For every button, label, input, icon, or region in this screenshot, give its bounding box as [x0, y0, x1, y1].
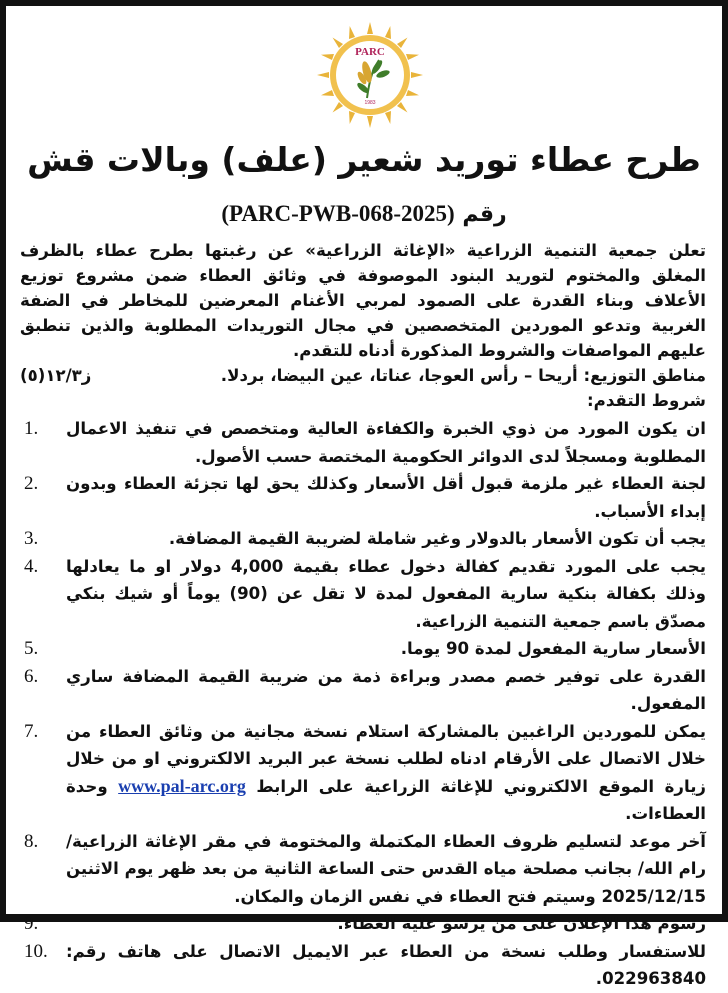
condition-item — [20, 938, 706, 993]
condition-number: 3. — [24, 528, 39, 549]
sun-emblem-icon — [317, 22, 423, 128]
condition-item — [20, 663, 706, 718]
ad-code: ز١٢/٣(٥) — [20, 366, 92, 385]
condition-number: 6. — [24, 665, 39, 687]
intro-paragraph: تعلن جمعية التنمية الزراعية «الإغاثة الزراعية» عن رغبتها بطرح عطاء بالظرف المغلق والمختوم لتوريد البنود الموصوفة في وثائق العطاء ضمن مشروع توزيع الأعلاف وبناء القدرة على الصمود لمربي الأغنام المعرضين للمخاطر في الضفة الغربية وتدعو الموردين المتخصصين في مجال التوريدات المطلوبة والذين تنطبق عليهم المواصفات والشروط المذكورة أدناه للتقدم. — [20, 241, 706, 360]
condition-text: رسوم هذا الإعلان على من يرسو عليه العطاء. — [337, 914, 706, 933]
reference-label: رقم — [462, 202, 507, 227]
condition-text: يجب أن تكون الأسعار بالدولار وغير شاملة لضريبة القيمة المضافة. — [168, 529, 706, 548]
website-link[interactable]: www.pal-arc.org — [118, 775, 246, 796]
condition-text: الأسعار سارية المفعول لمدة 90 يوما. — [400, 639, 706, 658]
condition-text: ان يكون المورد من ذوي الخبرة والكفاءة العالية ومتخصص في تنفيذ الاعمال المطلوبة ومسجلاً لدى الدوائر الحكومية المختصة حسب الأصول. — [66, 419, 706, 466]
conditions-heading: شروط التقدم: — [587, 391, 706, 410]
condition-number: 1. — [24, 418, 39, 439]
condition-item — [20, 470, 706, 525]
condition-number: 8. — [24, 830, 39, 852]
conditions-list — [20, 415, 706, 993]
svg-text:PARC: PARC — [355, 46, 385, 58]
condition-item — [20, 828, 706, 911]
condition-item — [20, 525, 706, 553]
condition-item — [20, 718, 706, 828]
condition-number: 7. — [24, 720, 39, 742]
condition-number: 4. — [24, 555, 39, 577]
notice-body — [20, 238, 706, 993]
tender-reference — [6, 201, 722, 227]
condition-number: 2. — [24, 473, 39, 494]
condition-text: القدرة على توفير خصم مصدر وبراءة ذمة من ضريبة القيمة المضافة ساري المفعول. — [66, 666, 706, 713]
reference-code: (PARC-PWB-068-2025) — [221, 201, 455, 226]
distribution-regions: مناطق التوزيع: أريحا – رأس العوجا، عناتا، عين البيضا، بردلا. — [220, 366, 706, 385]
parc-logo — [317, 22, 423, 128]
condition-number: 10. — [24, 940, 48, 962]
condition-text-before: يمكن للموردين الراغبين بالمشاركة استلام نسخة مجانية من وثائق العطاء من خلال الاتصال على الأرقام ادناه لطلب نسخة عبر البريد الالكتروني او من خلال زيارة الموقع الالكتروني للإغاثة الزراعية على الرابط — [66, 721, 706, 796]
condition-item — [20, 415, 706, 470]
distribution-regions-row — [20, 363, 706, 388]
condition-item — [20, 635, 706, 663]
condition-text — [66, 718, 706, 828]
condition-text: يجب على المورد تقديم كفالة دخول عطاء بقيمة 4,000 دولار او ما يعادلها وذلك بكفالة بنكية سارية المفعول لمدة لا تقل عن (90) يوماً أو شيك بنكي مصدّق باسم جمعية التنمية الزراعية. — [66, 556, 707, 631]
tender-title: طرح عطاء توريد شعير (علف) وبالات قش — [27, 140, 701, 179]
condition-item — [20, 553, 706, 636]
condition-text: آخر موعد لتسليم ظروف العطاء المكتملة والمختومة في مقر الإغاثة الزراعية/ رام الله/ بجانب مصلحة مياه القدس حتى الساعة الثانية من بعد ظهر يوم الاثنين 2025/12/15 وسيتم فتح العطاء في نفس الزمان والمكان. — [66, 831, 706, 906]
condition-text: للاستفسار وطلب نسخة من العطاء عبر الايميل الاتصال على هاتف رقم: 022963840. — [66, 941, 706, 988]
svg-text:1983: 1983 — [364, 100, 376, 106]
condition-number: 5. — [24, 638, 39, 659]
condition-text: لجنة العطاء غير ملزمة قبول أقل الأسعار وكذلك يحق لها تجزئة العطاء وبدون إبداء الأسباب. — [66, 474, 706, 521]
condition-number: 9. — [24, 913, 39, 934]
condition-text-after: وحدة العطاءات. — [66, 776, 706, 823]
condition-item — [20, 910, 706, 938]
